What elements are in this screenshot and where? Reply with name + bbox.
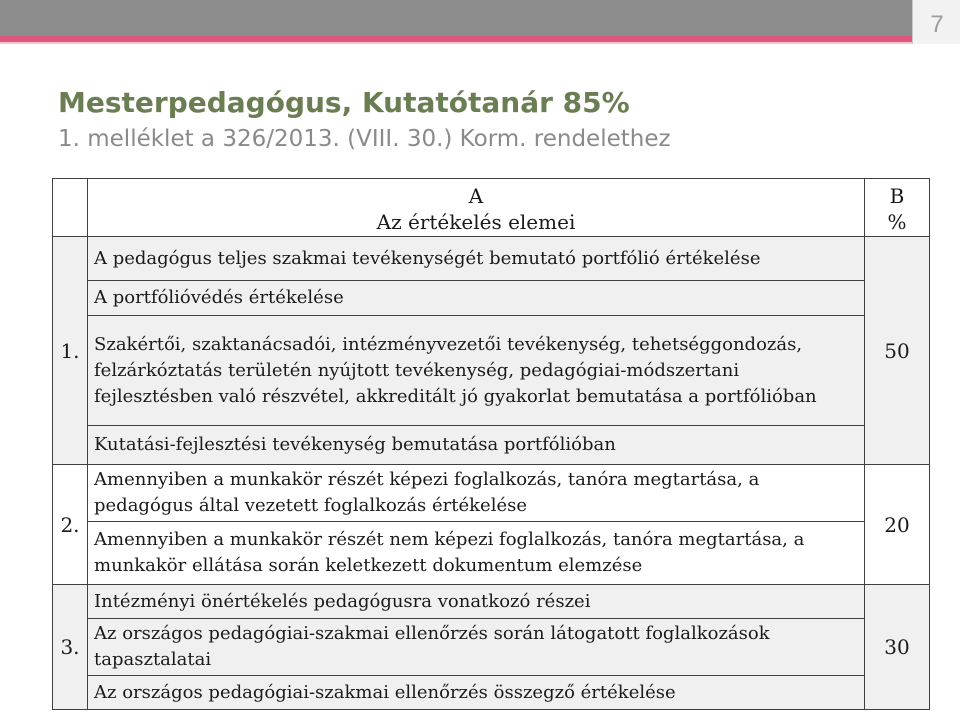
group-1-item-3: Szakértői, szaktanácsadói, intézményvezetői tevékenység, tehetséggondozás, felzárkóztatás területén nyújtott tevékenység, pedagógiai-módszertani fejlesztésben való részvétel, akkreditált jó gyakorlat bemutatása a portfólióban xyxy=(87,315,865,426)
group-2-percent: 20 xyxy=(864,464,930,585)
group-2-item-1: Amennyiben a munkakör részét képezi foglalkozás, tanóra megtartása, a pedagógus által vezetett foglalkozás értékelése xyxy=(87,464,865,522)
group-3-item-2: Az országos pedagógiai-szakmai ellenőrzés során látogatott foglalkozások tapasztalatai xyxy=(87,618,865,676)
group-1-item-2: A portfólióvédés értékelése xyxy=(87,280,865,316)
slide-subtitle: 1. melléklet a 326/2013. (VIII. 30.) Korm. rendelethez xyxy=(58,126,671,152)
header-corner-cell xyxy=(52,178,88,237)
group-3-item-1: Intézményi önértékelés pedagógusra vonatkozó részei xyxy=(87,584,865,619)
header-col-b-letter: B xyxy=(889,184,905,208)
page-number: 7 xyxy=(912,0,960,44)
group-2-item-2: Amennyiben a munkakör részét nem képezi foglalkozás, tanóra megtartása, a munkakör ellátása során keletkezett dokumentum elemzése xyxy=(87,521,865,585)
header-col-a-letter: A xyxy=(468,184,484,208)
group-2-number: 2. xyxy=(52,464,88,585)
header-col-a-title: Az értékelés elemei xyxy=(376,210,576,234)
group-1-item-4: Kutatási-fejlesztési tevékenység bemutatása portfólióban xyxy=(87,425,865,465)
header-col-b-unit: % xyxy=(887,210,907,234)
header-col-b xyxy=(864,178,930,237)
slide-title: Mesterpedagógus, Kutatótanár 85% xyxy=(58,86,630,119)
group-1-percent: 50 xyxy=(864,236,930,465)
top-gray-band xyxy=(0,0,960,36)
group-3-percent: 30 xyxy=(864,584,930,710)
group-1-number: 1. xyxy=(52,236,88,465)
group-3-item-3: Az országos pedagógiai-szakmai ellenőrzés összegző értékelése xyxy=(87,675,865,710)
header-col-a xyxy=(87,178,865,237)
group-1-item-1: A pedagógus teljes szakmai tevékenységét bemutató portfólió értékelése xyxy=(87,236,865,281)
group-3-number: 3. xyxy=(52,584,88,710)
top-light-stripe xyxy=(0,42,960,44)
